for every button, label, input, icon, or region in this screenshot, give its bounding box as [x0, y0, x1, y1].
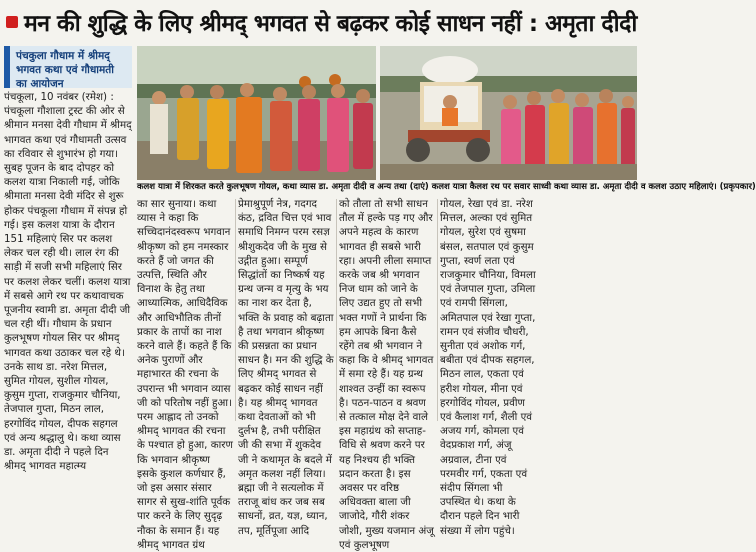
photos: [137, 46, 756, 194]
column-divider: [235, 199, 236, 421]
photo-procession-left-image: [137, 46, 376, 180]
headline: मन की शुद्धि के लिए श्रीमद् भगवत से बढ़कर कोई साधन नहीं : अमृता दीदी: [24, 11, 637, 37]
article-column: [238, 197, 334, 537]
column-text: को तौला तो सभी साधन तौल में हल्के पड़ गए और अपने महत्व के कारण भागवत ही सबसे भारी रहा। अपनी लीला समाप्त करके जब श्री भगवान निज धाम को जाने के लिए उद्यत हुए तो सभी भक्त गणों ने प्रार्थना कि हम आपके बिना कैसे रहेंगे तब श्री भगवान ने कहा कि वे श्रीमद् भागवत में समा रहे हैं। यह ग्रन्थ शाश्वत उन्हीं का स्वरूप है। पठन-पाठन व श्रवण से तत्काल मोक्ष देने वाले इस महाग्रंथ को सप्ताह-विधि से श्रवण करने पर यह निश्चय ही भक्ति प्रदान करता है। इस अवसर पर वरिष्ठ अधिवक्ता बाला जी जाजोदे, गौरी शंकर जोशी, मुख्य यजमान अंजू एवं कुलभूषण: [339, 198, 434, 551]
column-text: प्रेमाश्रुपूर्ण नेत्र, गदगद कंठ, द्रवित चित्त एवं भाव समाधि निमग्न परम रसज्ञ श्रीशुकदेव जी के मुख से उद्गीत हुआ। सम्पूर्ण सिद्धांतों का निष्कर्ष यह ग्रन्थ जन्म व मृत्यु के भय का नाश कर देता है, भक्ति के प्रवाह को बढ़ाता है तथा भगवान श्रीकृष्ण की प्रसन्नता का प्रधान साधन है। मन की शुद्धि के लिए श्रीमद् भगवत से बढ़कर कोई साधन नहीं है। यह श्रीमद् भागवत कथा देवताओं को भी दुर्लभ है, तभी परीक्षित जी की सभा में शुकदेव जी ने कथामृत के बदले में अमृत कलश नहीं लिया। ब्रह्मा जी ने सत्यलोक में तराजू बांध कर जब सब साधनों, व्रत, यज्ञ, ध्यान, तप, मूर्तिपूजा आदि: [238, 198, 334, 537]
article-column: [339, 197, 435, 551]
left-column: [4, 90, 132, 473]
photo-procession-left: [137, 46, 376, 180]
photo-procession-right-image: [380, 46, 637, 180]
column-text: का सार सुनाया। कथा व्यास ने कहा कि सच्चिदानंदस्वरूप भगवान श्रीकृष्ण को हम नमस्कार करते हैं जो जगत की उत्पत्ति, स्थिति और विनाश के हेतु तथा आध्यात्मिक, आधिदैविक और आधिभौतिक तीनों प्रकार के तापों का नाश करने वाले हैं। कहते हैं कि अनेक पुराणों और महाभारत की रचना के उपरान्त भी भगवान व्यास जी को परितोष नहीं हुआ। परम आह्लाद तो उनको श्रीमद् भागवत की रचना के पश्चात हो हुआ, कारण कि भगवान श्रीकृष्ण इसके कुशल कर्णधार हैं, जो इस असार संसार सागर से सुख-शांति पूर्वक पार करने के लिए सुदृढ़ नौका के समान हैं। यह श्रीमद् भागवत ग्रंथ: [137, 198, 233, 551]
photo-procession-right: [380, 46, 637, 180]
headline-bar: [0, 0, 640, 44]
column-divider: [336, 199, 337, 421]
article-columns: [137, 197, 637, 551]
photo-caption: कलश यात्रा में शिरकत करते कुलभूषण गोयल, कथा व्यास डा. अमृता दीदी व अन्य तथा (दाएं) कलश यात्रा कैलश रथ पर सवार साध्वी कथा व्यास डा. अमृता दीदी व कलश उठाए महिलाएं। (प्रकृपकार): [137, 182, 756, 192]
headline-bullet: [6, 16, 18, 28]
left-column-text: पंचकूला, 10 नवंबर (रमेश) : पंचकूला गौशाला ट्रस्ट की ओर से श्रीमान मनसा देवी गौधाम में श्रीमद् भागवत कथा एवं गौधामती उत्सव का रविवार से शुभारंभ हो गया। सुबह पूजन के बाद दोपहर को कलश यात्रा निकाली गई, जोकि श्रीमाता मनसा देवी मंदिर से शुरू होकर पंचकूला गौधाम में संपन्न हो गई। इस कलश यात्रा के दौरान 151 महिलाएं सिर पर कलश लेकर चल रही थी। लाल रंग की साड़ी में सजी सभी महिलाएं सिर पर कलश लेकर चलीं। कलश यात्रा में सबसे आगे रथ पर कथावाचक पूजनीय स्वामी डा. अमृता दीदी जी चल रही थीं। गौधाम के प्रधान कुलभूषण गोयल सिर पर श्रीमद् भागवत कथा उठाकर चल रहे थे। उनके साथ डा. नरेश मित्तल, सुमित गोयल, सुशील गोयल, कुसुम गुप्ता, राजकुमार चौनिया, तेजपाल गुप्ता, मिठन लाल, हरगोविंद गोयल, दीपक सहगल एवं अन्य श्रद्धालु थे। कथा व्यास डा. अमृता दीदी ने पहले दिन श्रीमद् भागवत महात्म्य: [4, 91, 132, 473]
subheading: पंचकुला गौधाम में श्रीमद् भगवत कथा एवं गौधामती का आयोजन: [16, 50, 115, 90]
article-column: [440, 197, 536, 537]
subheading-box: [4, 46, 132, 88]
column-divider: [437, 199, 438, 421]
column-text: गोयल, रेखा एवं डा. नरेश मित्तल, अल्का एवं सुमित गोयल, सुरेश एवं सुषमा बंसल, सतपाल एवं कुसुम गुप्ता, स्वर्ण लता एवं राजकुमार चौनिया, विमला एवं तेजपाल गुप्ता, उमिला एवं रामपी सिंगला, अमितपाल एवं रेखा गुप्ता, रामन एवं संजीव चौधरी, सुनीता एवं अशोक गर्ग, बबीता एवं दीपक सहगल, मिठन लाल, एकता एवं हरीश गोयल, मीना एवं हरगोविंद गोयल, प्रवीण एवं कैलाश गर्ग, शैली एवं अजय गर्ग, कोमला एवं वेदप्रकाश गर्ग, अंजू अग्रवाल, टीना एवं परमवीर गर्ग, एकता एवं संदीप सिंगला भी उपस्थित थे। कथा के दौरान पहले दिन भारी संख्या में लोग पहुंचे।: [440, 198, 536, 537]
article-column: [137, 197, 233, 551]
